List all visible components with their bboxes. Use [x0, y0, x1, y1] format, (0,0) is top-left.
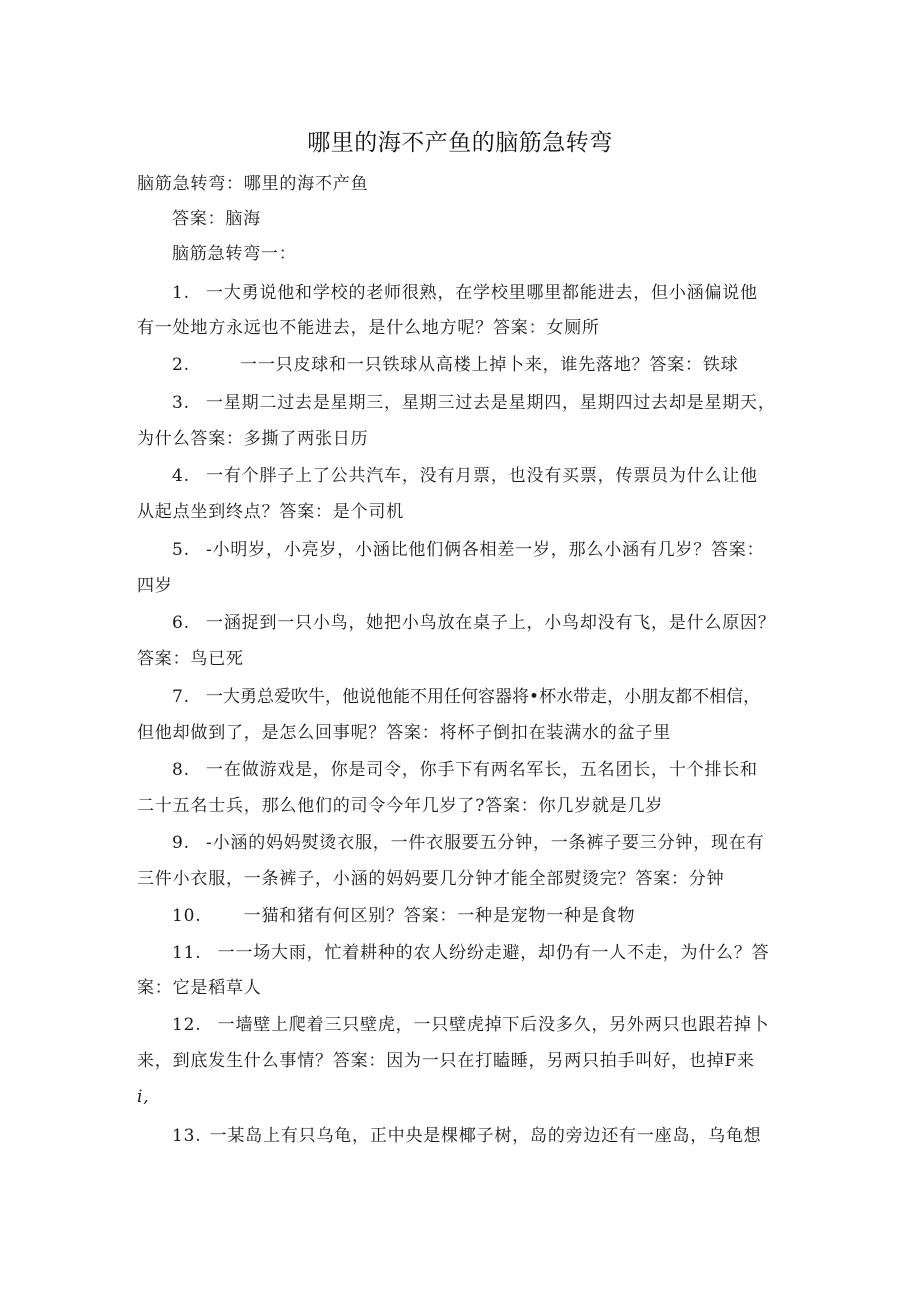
item-text: 一有个胖子上了公共汽车，没有月票，也没有买票，传票员为什么让他	[206, 466, 758, 486]
item-number: 11.	[172, 943, 202, 963]
item-text: 一墙壁上爬着三只壁虎，一只壁虎掉下后没多久，另外两只也跟若掉卜	[217, 1015, 770, 1035]
list-item	[172, 942, 769, 964]
item-text: -小涵的妈妈熨烫衣服，一件衣服要五分钟，一条裤子要三分钟，现在有	[206, 833, 765, 853]
item-text: -小明岁，小亮岁，小涵比他们俩各相差一岁，那么小涵有几岁？答案：	[206, 540, 765, 560]
item-number: 1.	[172, 283, 190, 303]
item-number: 12.	[172, 1015, 202, 1035]
item-text: 一一只皮球和一只铁球从高楼上掉卜来，谁先落地？答案：铁球	[240, 355, 739, 375]
item-number: 10.	[172, 906, 202, 926]
item-number: 3.	[172, 393, 190, 413]
document-title: 哪里的海不产鱼的脑筋急转弯	[307, 130, 613, 156]
item-number: 4.	[172, 466, 190, 486]
item-text: 一猫和猪有何区别？答案：一种是宠物一种是食物	[243, 906, 636, 926]
item-number: 6.	[172, 613, 190, 633]
item-continuation: 四岁	[137, 576, 173, 596]
item-continuation: 答案：鸟已死	[137, 649, 244, 669]
item-number: 2.	[172, 355, 190, 375]
item-text: 一在做游戏是，你是司令，你手下有两名军长，五名团长，十个排长和	[206, 760, 758, 780]
item-number: 5.	[172, 540, 190, 560]
list-item	[172, 1014, 769, 1036]
item-continuation: 从起点坐到终点？答案：是个司机	[137, 502, 404, 522]
item-text: 一一场大雨，忙着耕种的农人纷纷走避，却仍有一人不走，为什么？答	[217, 943, 770, 963]
item-number: 8.	[172, 760, 190, 780]
list-item	[172, 686, 760, 708]
item-continuation: 二十五名士兵，那么他们的司令今年几岁了?答案：你几岁就是几岁	[137, 796, 664, 816]
list-item	[172, 539, 764, 561]
item-continuation: 但他却做到了，是怎么回事呢？答案：将杯子倒扣在装满水的盆子里	[137, 723, 671, 743]
item-continuation: 来，到底发生什么事情？答案：因为一只在打瞌睡，另两只拍手叫好，也掉F来	[137, 1051, 755, 1071]
list-item	[172, 612, 776, 634]
intro-question: 脑筋急转弯：哪里的海不产鱼	[137, 174, 369, 194]
list-item	[172, 759, 758, 781]
item-number: 7.	[172, 687, 190, 707]
item-continuation: 三件小衣服，一条裤子，小涵的妈妈要几分钟才能全部熨烫完？答案：分钟	[137, 869, 725, 889]
intro-answer: 答案：脑海	[172, 209, 261, 229]
item-continuation: 案：它是稻草人	[137, 978, 262, 998]
section-heading: 脑筋急转弯一：	[172, 244, 297, 264]
item-text: 一大勇总爱吹牛，他说他能不用任何容器将•杯水带走，小朋友都不相信，	[206, 687, 761, 707]
list-item	[172, 354, 738, 376]
item-text: 一涵捉到一只小鸟，她把小鸟放在桌子上，小鸟却没有飞，是什么原因？	[206, 613, 776, 633]
item-continuation: 为什么答案：多撕了两张日历	[137, 429, 369, 449]
list-item	[172, 905, 635, 927]
list-item	[172, 832, 764, 854]
item-text: 一星期二过去是星期三，星期三过去是星期四，星期四过去却是星期天，	[206, 393, 776, 413]
list-item	[172, 282, 758, 304]
item-continuation: i,	[137, 1087, 150, 1107]
item-continuation: 有一处地方永远也不能进去，是什么地方呢？答案：女厕所	[137, 318, 600, 338]
list-item	[172, 1125, 761, 1147]
list-item	[172, 392, 776, 414]
list-item	[172, 465, 758, 487]
item-text: 一某岛上有只乌龟，正中央是棵椰子树，岛的旁边还有一座岛，乌龟想	[209, 1126, 762, 1146]
item-number: 9.	[172, 833, 190, 853]
item-number: 13.	[172, 1126, 202, 1146]
item-text: 一大勇说他和学校的老师很熟，在学校里哪里都能进去，但小涵偏说他	[206, 283, 758, 303]
